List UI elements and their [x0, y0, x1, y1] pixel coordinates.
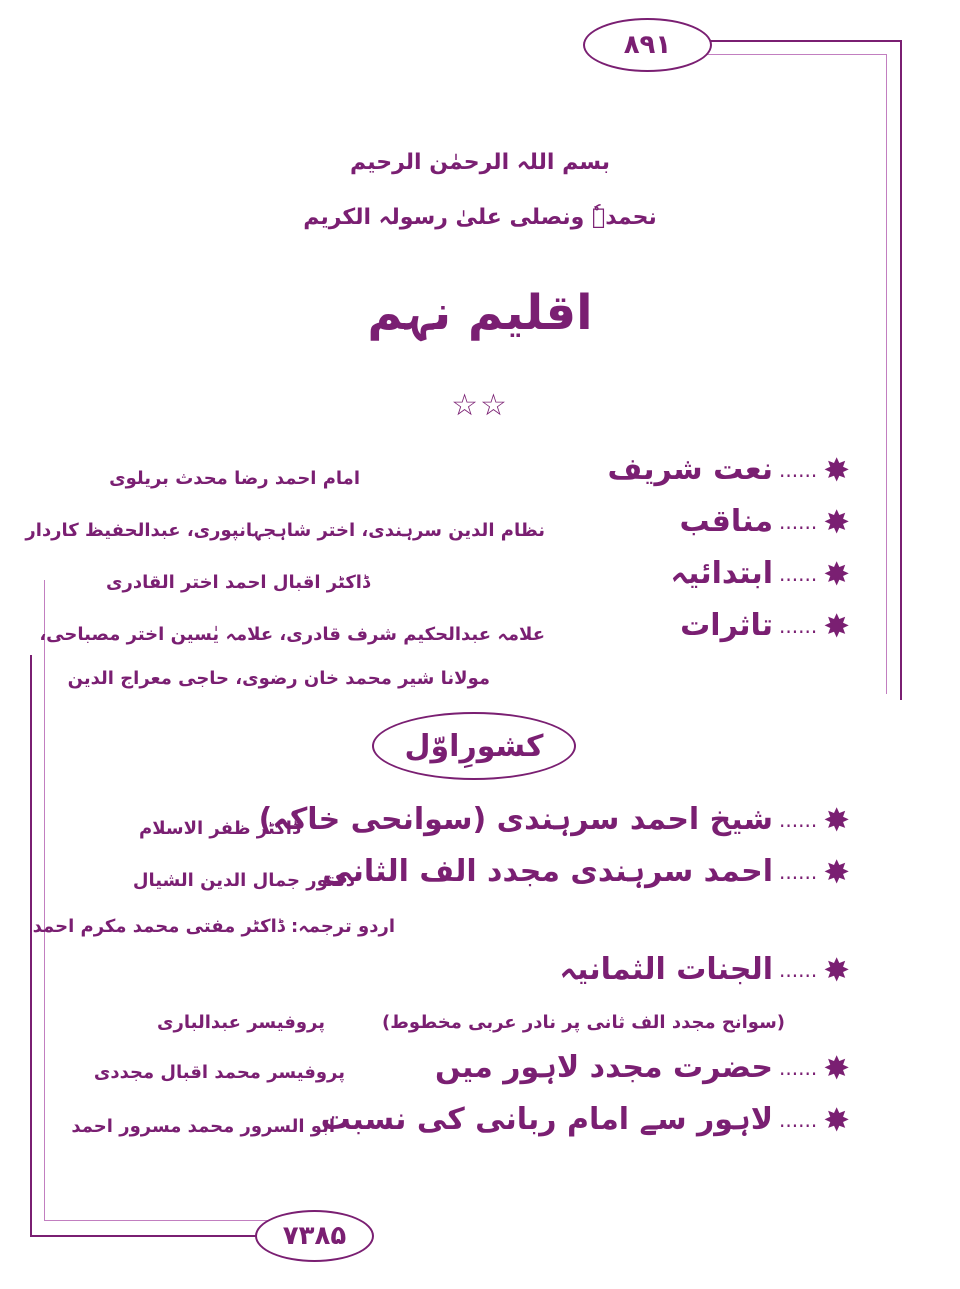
entry-tasurat: ✸ ...... تاثرات: [680, 606, 850, 645]
hamd-line: نحمدہٗ ونصلی علیٰ رسولہ الکریم: [303, 205, 657, 230]
top-page-number-oval: [583, 18, 712, 72]
section-label: کشورِاوّل: [404, 728, 544, 764]
octagram-icon: ✸: [823, 554, 850, 593]
entry-title: احمد سرہندی مجدد الف الثانی: [322, 854, 774, 889]
bottom-page-number-oval: [255, 1210, 374, 1262]
entry-title: تاثرات: [680, 608, 774, 643]
entry-title: لاہور سے امام ربانی کی نسبت: [320, 1102, 774, 1137]
octagram-icon: ✸: [823, 502, 850, 541]
entry-mujaddid: ✸ ...... احمد سرہندی مجدد الف الثانی: [322, 852, 850, 891]
frame-bottom-line-inner: [44, 1220, 270, 1221]
entry-title: مناقب: [679, 504, 774, 539]
entry-author: ڈاکٹر اقبال احمد اختر القادری: [106, 572, 370, 593]
entry-author: علامہ عبدالحکیم شرف قادری، علامہ یٰسین اختر مصباحی،: [39, 624, 545, 645]
entry-author: ڈاکٹر ظفر الاسلام: [139, 818, 300, 839]
top-page-number: ۸۹۱: [623, 30, 672, 60]
entry-shaikh-ahmad: ✸ ...... شیخ احمد سرہندی (سوانحی خاکہ): [258, 800, 850, 839]
entry-author: پروفیسر محمد اقبال مجددی: [93, 1062, 345, 1083]
entry-subtitle: (سوانح مجدد الف ثانی پر نادر عربی مخطوط): [382, 1012, 785, 1033]
frame-right-line: [900, 40, 902, 700]
entry-author: دکتور جمال الدین الشیال: [132, 870, 355, 891]
entry-title: حضرت مجدد لاہور میں: [434, 1050, 774, 1085]
entry-author: ابو السرور محمد مسرور احمد: [71, 1116, 335, 1137]
page-title: اقلیم نہم: [367, 285, 593, 341]
frame-left-line-inner: [44, 580, 45, 1220]
frame-top-line-inner: [700, 54, 886, 55]
frame-top-line: [700, 40, 900, 42]
frame-left-line: [30, 655, 32, 1235]
entry-title: ابتدائیہ: [670, 556, 774, 591]
entry-title: الجنات الثمانیہ: [559, 952, 774, 987]
octagram-icon: ✸: [823, 852, 850, 891]
entry-translator: اردو ترجمہ: ڈاکٹر مفتی محمد مکرم احمد: [32, 916, 395, 937]
octagram-icon: ✸: [823, 800, 850, 839]
entry-ibtidaiya: ✸ ...... ابتدائیہ: [670, 554, 850, 593]
entry-author: امام احمد رضا محدث بریلوی: [109, 468, 360, 489]
octagram-icon: ✸: [823, 1100, 850, 1139]
octagram-icon: ✸: [823, 606, 850, 645]
entry-nisbat: ✸ ...... لاہور سے امام ربانی کی نسبت: [320, 1100, 850, 1139]
octagram-icon: ✸: [823, 1048, 850, 1087]
entry-title: نعت شریف: [607, 452, 774, 487]
stars-ornament: ☆☆: [451, 388, 509, 423]
section-label-oval: [372, 712, 576, 780]
basmala: بسم اللہ الرحمٰن الرحیم: [349, 150, 610, 175]
frame-bottom-line: [30, 1235, 270, 1237]
entry-author: نظام الدین سرہندی، اختر شاہجہانپوری، عبدالحفیظ کاردار: [25, 520, 545, 541]
entry-lahore: ✸ ...... حضرت مجدد لاہور میں: [434, 1048, 850, 1087]
entry-author-line2: مولانا شیر محمد خان رضوی، حاجی معراج الدین: [67, 668, 490, 689]
bottom-page-number: ۷۳۸۵: [282, 1221, 347, 1251]
octagram-icon: ✸: [823, 950, 850, 989]
entry-manaqib: ✸ ...... مناقب: [679, 502, 850, 541]
entry-title: شیخ احمد سرہندی (سوانحی خاکہ): [258, 802, 774, 837]
octagram-icon: ✸: [823, 450, 850, 489]
entry-naat: ✸ ...... نعت شریف: [607, 450, 850, 489]
entry-jannat: ✸ ...... الجنات الثمانیہ: [559, 950, 850, 989]
entry-author: پروفیسر عبدالباری: [157, 1012, 325, 1033]
